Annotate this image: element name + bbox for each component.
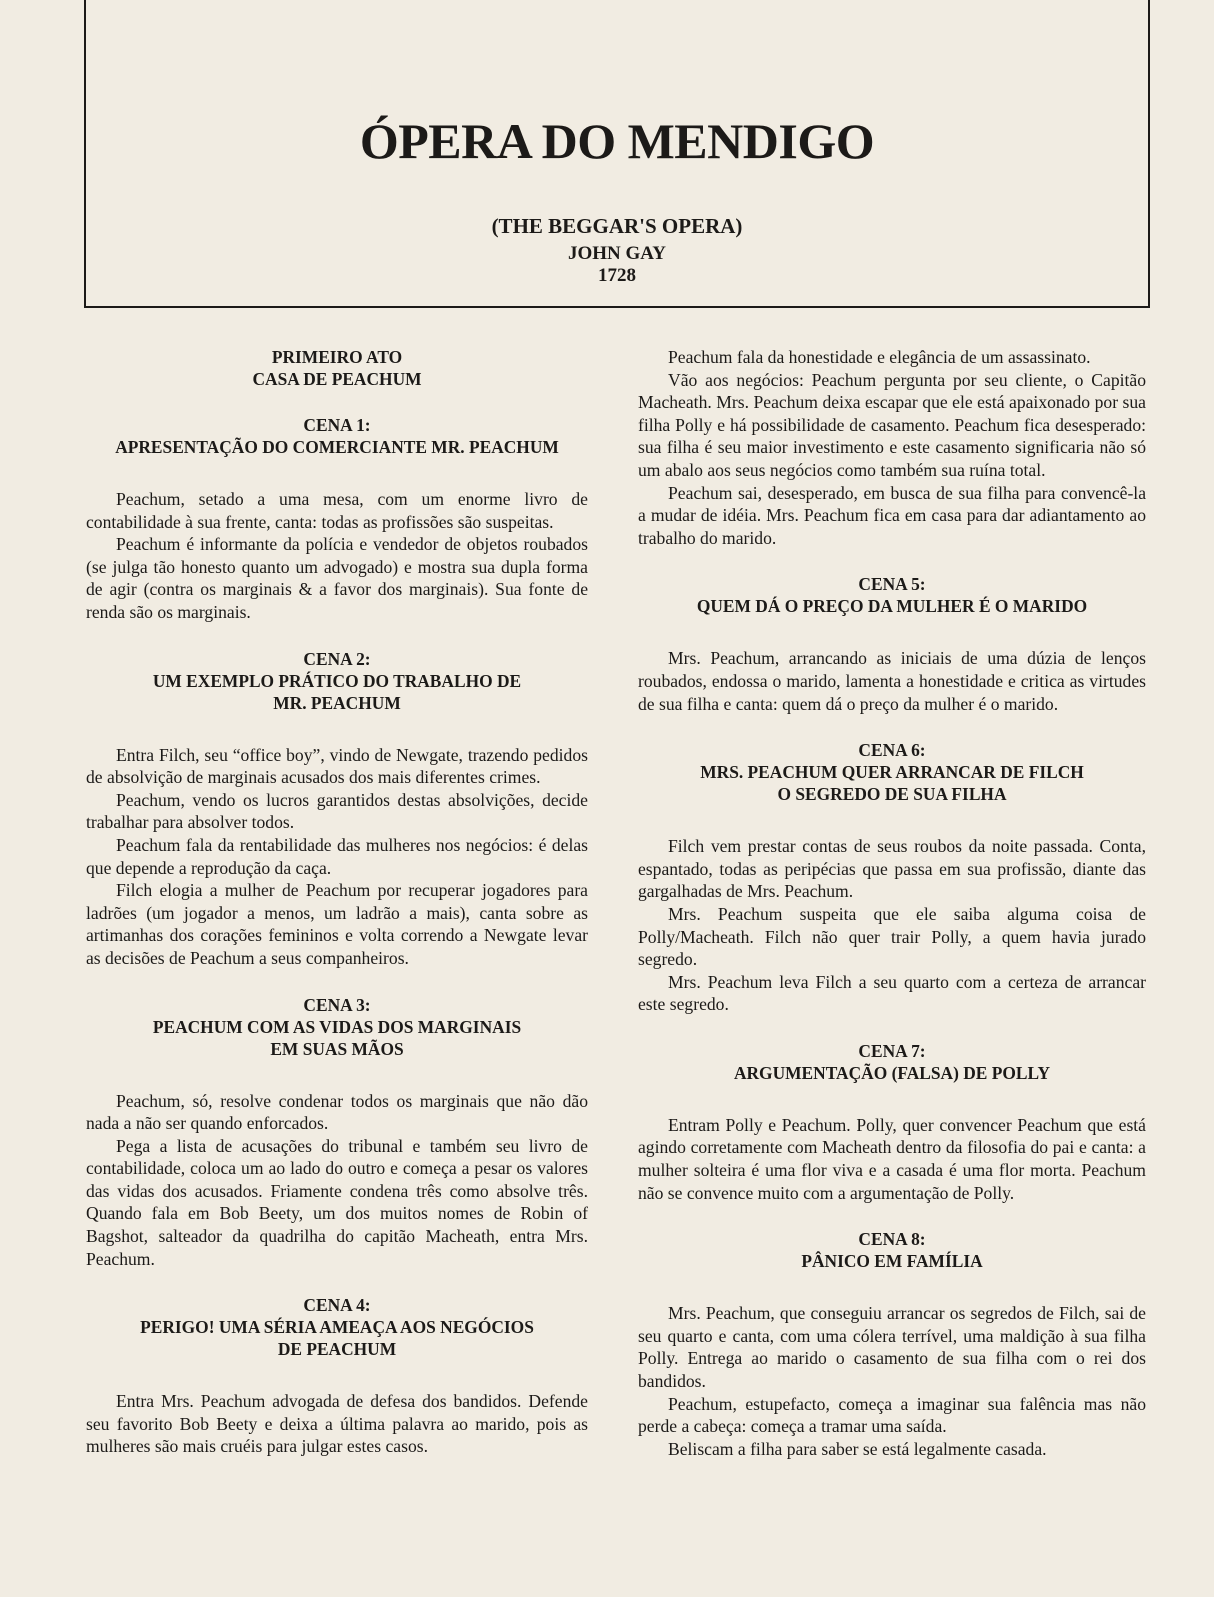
- page-subtitle: (THE BEGGAR'S OPERA): [491, 214, 743, 238]
- paragraph: Mrs. Peachum, que conseguiu arrancar os segredos de Filch, sai de seu quarto e canta, com uma cólera terrível, uma maldição à sua filha Polly. Entrega ao marido o casamento de sua filha com o rei dos bandidos.: [638, 1303, 1146, 1392]
- scene-heading-line: CENA 3:: [303, 994, 371, 1015]
- scene-heading-line: PERIGO! UMA SÉRIA AMEAÇA AOS NEGÓCIOS: [140, 1317, 534, 1338]
- scene-2-heading: [86, 648, 588, 714]
- paragraph: Mrs. Peachum leva Filch a seu quarto com a certeza de arrancar este segredo.: [638, 971, 1146, 1015]
- scene-heading-line: CENA 1:: [303, 415, 371, 435]
- scene-heading-line: ARGUMENTAÇÃO (FALSA) DE POLLY: [733, 1062, 1051, 1083]
- paragraph: Peachum é informante da polícia e vendedor de objetos roubados (se julga tão honesto quanto um advogado) e mostra sua dupla forma de agir (contra os marginais & a favor dos marginais). Sua fonte de renda são os marginais.: [86, 534, 588, 622]
- paragraph: Pega a lista de acusações do tribunal e também seu livro de contabilidade, coloca um ao lado do outro e começa a pesar os valores das vidas dos acusados. Friamente condena três como absolve três. Quando fala em Bob Beety, um dos muitos nomes de Robin of Bagshot, salteador da quadrilha do capitão Macheath, entra Mrs. Peachum.: [86, 1135, 588, 1269]
- paragraph: Peachum fala da honestidade e elegância de um assassinato.: [668, 347, 1091, 367]
- paragraph: Beliscam a filha para saber se está legalmente casada.: [668, 1438, 1047, 1459]
- scene-heading-line: CENA 2:: [303, 648, 371, 669]
- scene-6-heading: [638, 739, 1146, 805]
- paragraph: Mrs. Peachum suspeita que ele saiba alguma coisa de Polly/Macheath. Filch não quer trair Polly, a quem havia jurado segredo.: [638, 903, 1146, 970]
- paragraph: Peachum fala da rentabilidade das mulheres nos negócios: é delas que depende a reprodução da caça.: [86, 834, 588, 878]
- paragraph: Peachum, só, resolve condenar todos os marginais que não dão nada a não ser quando enforcados.: [86, 1090, 588, 1134]
- scene-1-heading: [86, 414, 588, 458]
- scene-heading-line: CENA 5:: [858, 574, 926, 595]
- scene-5-heading: [638, 573, 1146, 617]
- scene-3-heading: [86, 994, 588, 1060]
- paragraph: Peachum, estupefacto, começa a imaginar sua falência mas não perde a cabeça: começa a tramar uma saída.: [638, 1393, 1146, 1437]
- publication-year: 1728: [598, 265, 636, 286]
- scene-7-heading: [638, 1040, 1146, 1084]
- scene-heading-line: APRESENTAÇÃO DO COMERCIANTE MR. PEACHUM: [115, 437, 559, 457]
- scene-heading-line: CENA 4:: [303, 1295, 371, 1316]
- scene-heading-line: CENA 6:: [858, 740, 926, 761]
- paragraph: Entram Polly e Peachum. Polly, quer convencer Peachum que está agindo corretamente com Macheath dentro da filosofia do pai e canta: a mulher solteira é uma flor viva e a casada é uma flor morta. Peachum não se convence muito com a argumentação de Polly.: [638, 1114, 1146, 1203]
- paragraph: Entra Filch, seu “office boy”, vindo de Newgate, trazendo pedidos de absolvição de marginais acusados dos mais diferentes crimes.: [86, 744, 588, 788]
- scene-heading-line: MRS. PEACHUM QUER ARRANCAR DE FILCH: [700, 762, 1084, 783]
- scene-heading-line: QUEM DÁ O PREÇO DA MULHER É O MARIDO: [696, 596, 1088, 617]
- paragraph: Peachum sai, desesperado, em busca de sua filha para convencê-la a mudar de idéia. Mrs. Peachum fica em casa para dar adiantamento ao trabalho do marido.: [638, 482, 1146, 548]
- act-heading-line: CASA DE PEACHUM: [252, 369, 422, 389]
- scene-4-heading: [86, 1294, 588, 1360]
- title-box: [84, 0, 1150, 308]
- scene-heading-line: EM SUAS MÃOS: [270, 1038, 404, 1059]
- paragraph: Peachum, setado a uma mesa, com um enorme livro de contabilidade à sua frente, canta: todas as profissões são suspeitas.: [86, 489, 588, 532]
- scene-heading-line: CENA 8:: [858, 1229, 926, 1250]
- paragraph: Vão aos negócios: Peachum pergunta por seu cliente, o Capitão Macheath. Mrs. Peachum deixa escapar que ele está apaixonado por sua filha Polly e há possibilidade de casamento. Peachum fica desesperado: sua filha é seu maior investimento e este casamento significaria não só um abalo aos seus negócios como também sua ruína total.: [638, 369, 1146, 480]
- paragraph: Filch vem prestar contas de seus roubos da noite passada. Conta, espantado, todas as peripécias que passa em sua profissão, diante das gargalhadas de Mrs. Peachum.: [638, 836, 1146, 902]
- page-title: ÓPERA DO MENDIGO: [359, 113, 875, 169]
- right-column: [638, 346, 1146, 1460]
- author-name: JOHN GAY: [567, 243, 666, 264]
- act-heading: [86, 346, 588, 390]
- left-column: [86, 346, 588, 1458]
- scene-heading-line: DE PEACHUM: [277, 1339, 397, 1360]
- paragraph: Filch elogia a mulher de Peachum por recuperar jogadores para ladrões (um jogador a menos, um ladrão a mais), canta sobre as artimanhas dos corações femininos e volta correndo a Newgate levar as decisões de Peachum a seus companheiros.: [86, 880, 588, 968]
- scene-heading-line: UM EXEMPLO PRÁTICO DO TRABALHO DE: [152, 670, 522, 691]
- act-heading-line: PRIMEIRO ATO: [271, 347, 403, 367]
- scene-heading-line: CENA 7:: [858, 1040, 926, 1061]
- scene-8-heading: [638, 1228, 1146, 1272]
- scene-heading-line: PEACHUM COM AS VIDAS DOS MARGINAIS: [152, 1016, 522, 1037]
- scene-heading-line: O SEGREDO DE SUA FILHA: [777, 784, 1007, 805]
- scene-heading-line: PÂNICO EM FAMÍLIA: [801, 1251, 983, 1272]
- paragraph: Entra Mrs. Peachum advogada de defesa dos bandidos. Defende seu favorito Bob Beety e deixa a última palavra ao marido, pois as mulheres são mais cruéis para julgar estes casos.: [86, 1391, 588, 1457]
- paragraph: Peachum, vendo os lucros garantidos destas absolvições, decide trabalhar para absolver todos.: [86, 789, 588, 833]
- paragraph: Mrs. Peachum, arrancando as iniciais de uma dúzia de lenços roubados, endossa o marido, lamenta a honestidade e critica as virtudes de sua filha e canta: quem dá o preço da mulher é o marido.: [638, 648, 1146, 714]
- scene-heading-line: MR. PEACHUM: [273, 692, 401, 713]
